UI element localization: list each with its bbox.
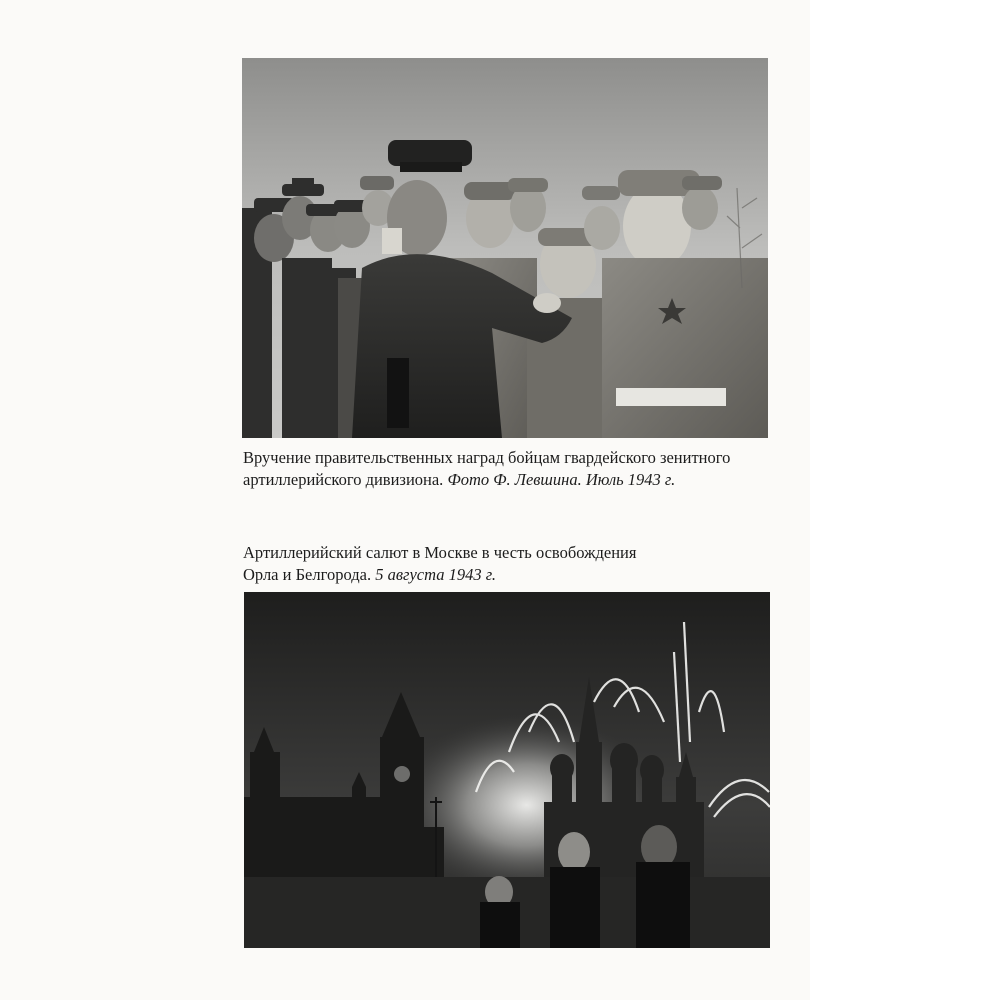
caption-salute-text: Орла и Белгорода. — [243, 565, 372, 584]
photo-moscow-salute — [244, 592, 770, 948]
caption-award-line-2 — [243, 469, 773, 491]
photo-award-ceremony — [242, 58, 768, 438]
caption-salute-line-1: Артиллерийский салют в Москве в честь освобождения — [243, 543, 637, 562]
caption-award-line-1: Вручение правительственных наград бойцам гвардейского зенитного — [243, 448, 731, 467]
caption-salute-line-2 — [243, 564, 773, 586]
page-margin — [810, 0, 1000, 1000]
caption-award-credit: Фото Ф. Левшина. Июль 1943 г. — [447, 470, 676, 489]
caption-moscow-salute — [243, 542, 773, 586]
caption-award-ceremony — [243, 447, 773, 491]
caption-salute-credit: 5 августа 1943 г. — [375, 565, 497, 584]
caption-award-text: артиллерийского дивизиона. — [243, 470, 444, 489]
